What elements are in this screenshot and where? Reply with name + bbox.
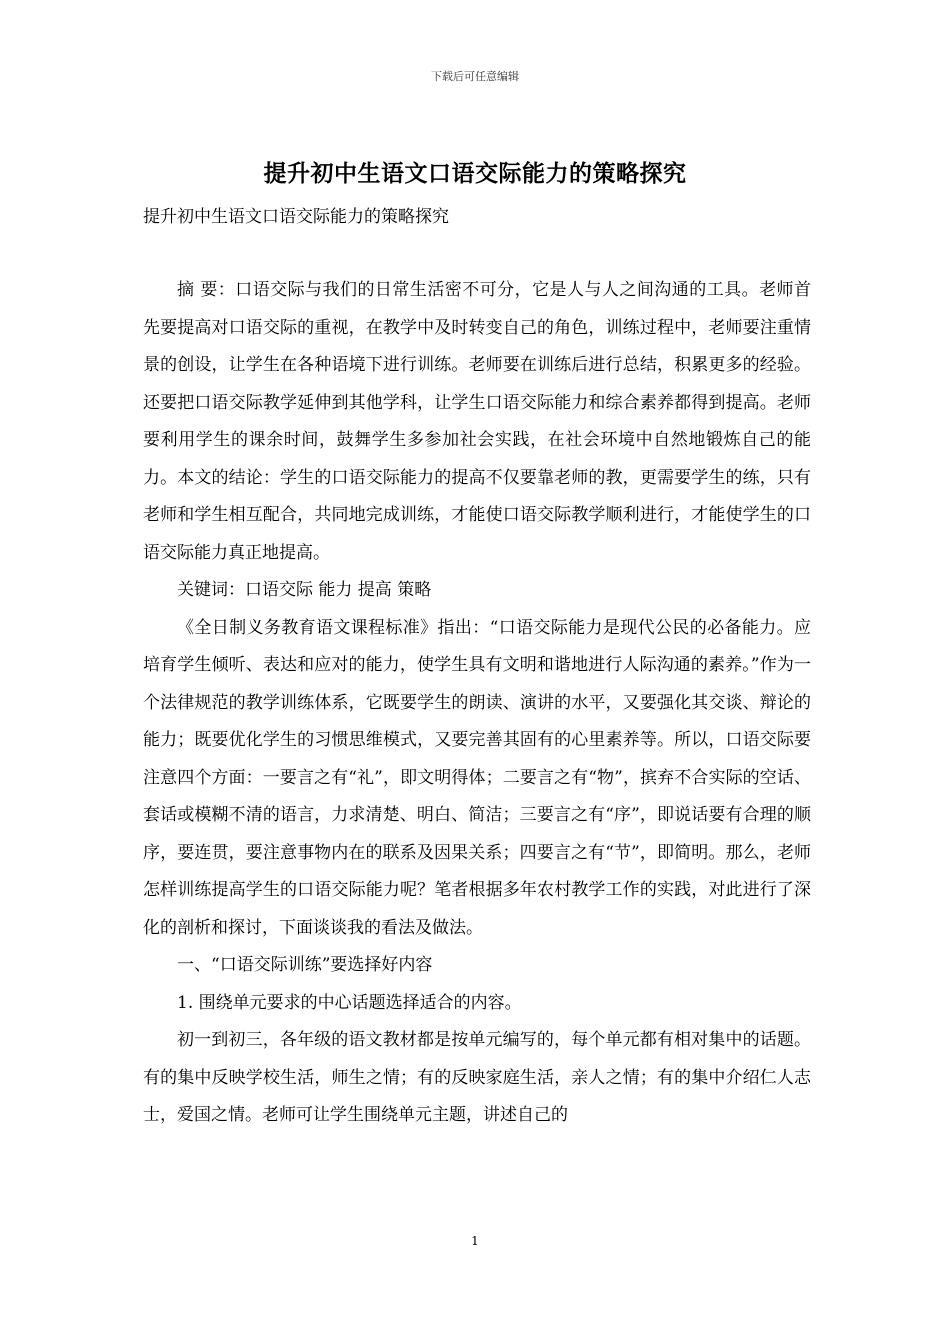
- document-title: 提升初中生语文口语交际能力的策略探究: [263, 161, 687, 187]
- abstract-paragraph: 摘 要：口语交际与我们的日常生活密不可分，它是人与人之间沟通的工具。老师首先要提高对口语交际的重视，在教学中及时转变自己的角色，训练过程中，老师要注重情景的创设，让学生在各种语境下进行训练。老师要在训练后进行总结，积累更多的经验。还要把口语交际教学延伸到其他学科，让学生口语交际能力和综合素养都得到提高。老师要利用学生的课余时间，鼓舞学生多参加社会实践，在社会环境中自然地锻炼自己的能力。本文的结论：学生的口语交际能力的提高不仅要靠老师的教，更需要学生的练，只有老师和学生相互配合，共同地完成训练，才能使口语交际教学顺利进行，才能使学生的口语交际能力真正地提高。: [143, 280, 811, 563]
- page-header-note: 下载后可任意编辑: [431, 70, 519, 83]
- document-subtitle: 提升初中生语文口语交际能力的策略探究: [143, 207, 449, 227]
- subsection-heading: 1. 围绕单元要求的中心话题选择适合的内容。: [177, 992, 522, 1013]
- keywords-paragraph: 关键词：口语交际 能力 提高 策略: [177, 580, 432, 600]
- section-heading: 一、“口语交际训练”要选择好内容: [177, 955, 433, 975]
- document-body: [143, 272, 811, 1135]
- page-number: 1: [471, 1234, 479, 1248]
- body-paragraph: 《全日制义务教育语文课程标准》指出：“口语交际能力是现代公民的必备能力。应培育学生倾听、表达和应对的能力，使学生具有文明和谐地进行人际沟通的素养。”作为一个法律规范的教学训练体系，它既要学生的朗读、演讲的水平，又要强化其交谈、辩论的能力；既要优化学生的习惯思维模式，又要完善其固有的心里素养等。所以，口语交际要注意四个方面：一要言之有“礼”，即文明得体；二要言之有“物”，摈弃不合实际的空话、套话或模糊不清的语言，力求清楚、明白、简洁；三要言之有“序”，即说话要有合理的顺序，要连贯，要注意事物内在的联系及因果关系；四要言之有“节”，即简明。那么，老师怎样训练提高学生的口语交际能力呢？笔者根据多年农村教学工作的实践，对此进行了深化的剖析和探讨，下面谈谈我的看法及做法。: [143, 617, 811, 938]
- body-paragraph: 初一到初三，各年级的语文教材都是按单元编写的，每个单元都有相对集中的话题。有的集中反映学校生活，师生之情；有的反映家庭生活，亲人之情；有的集中介绍仁人志士，爱国之情。老师可让学生围绕单元主题，讲述自己的: [143, 1030, 811, 1125]
